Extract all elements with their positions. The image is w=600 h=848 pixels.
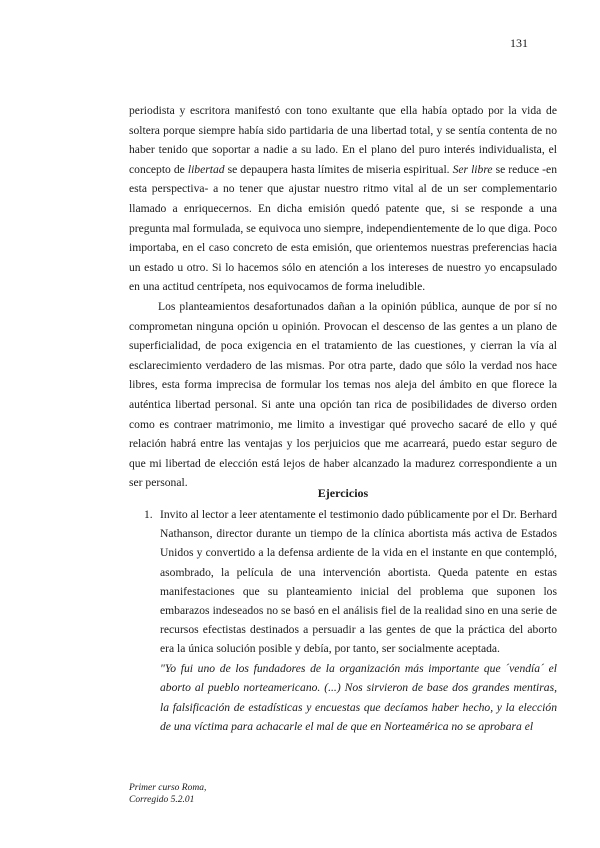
text-segment: Los planteamientos desafortunados dañan a la opinión pública, aunque de por sí no comprometan ninguna opción u opinión. Provocan el descenso de las gentes a un plano de superficialidad, de poca exigencia en el tratamiento de las cuestiones, y cierran la vía al esclarecimiento verdadero de las mismas. Por otra parte, dado que sólo la verdad nos hace libres, esta forma imprecisa de formular los temas nos aleja del ámbito en que florece la auténtica libertad personal. Si ante una opción tan rica de posibilidades de diverso orden como es contraer matrimonio, me limito a investigar qué provecho sacaré de ello y qué relación habrá entre las ventajas y los perjuicios que me acarreará, puedo estar seguro de que mi libertad de elección está lejos de haber alcanzado la madurez correspondiente a un ser personal. bbox=[129, 299, 557, 490]
page-number: 131 bbox=[510, 36, 528, 50]
text-segment-italic: Ser libre bbox=[452, 162, 493, 176]
exercise-number: 1. bbox=[144, 508, 153, 521]
paragraph-1 bbox=[129, 101, 557, 297]
exercise-quote: "Yo fui uno de los fundadores de la organización más importante que ´vendía´ el aborto al pueblo norteamericano. (...) Nos sirvieron de base dos grandes mentiras, la falsificación de estadísticas y encuestas que decíamos haber hecho, y la elección de una víctima para achacarle el mal de que en Norteamérica no se aprobara el bbox=[160, 661, 557, 734]
footer bbox=[129, 782, 206, 806]
section-heading: Ejercicios bbox=[317, 486, 369, 500]
text-segment: se reduce -en esta perspectiva- a no tener que ajustar nuestro ritmo vital al de un ser complementario llamado a enriquecernos. En dicha emisión quedó patente que, si se responde a una pregunta mal formulada, se equivoca uno siempre, independientemente de lo que diga. Poco importaba, en el caso concreto de esta emisión, que orientemos nuestras preferencias hacia un estado u otro. Si lo hacemos sólo en atención a los intereses de nuestro yo encapsulado en una actitud centrípeta, nos equivocamos de forma ineludible. bbox=[129, 162, 557, 294]
exercise-text: Invito al lector a leer atentamente el testimonio dado públicamente por el Dr. Berhard Nathanson, director durante un tiempo de la clínica abortista más activa de Estados Unidos y convertido a la defensa ardiente de la vida en el instante en que contempló, asombrado, la película de una intervención abortista. Queda patente en estas manifestaciones que su planteamiento inicial del problema que suponen los embarazos indeseados no se basó en el análisis fiel de la realidad sino en una serie de recursos efectistas destinados a persuadir a las gentes de que la práctica del aborto era la única solución posible y debía, por tanto, ser socialmente aceptada. bbox=[160, 508, 557, 656]
text-segment-italic: libertad bbox=[187, 162, 225, 176]
body-text bbox=[129, 101, 557, 493]
text-segment: periodista y escritora manifestó con tono exultante que ella había optado por la vida de soltera porque siempre había sido partidaria de una libertad total, y se sentía contenta de no haber tenido que soportar a nadie a su lado. En el plano del puro interés individualista, el concepto de bbox=[129, 104, 557, 176]
footer-line-1: Primer curso Roma, bbox=[129, 783, 207, 793]
text-segment: se depaupera hasta límites de miseria espiritual. bbox=[224, 162, 453, 176]
exercise-item bbox=[144, 505, 557, 737]
footer-line-2: Corregido 5.2.01 bbox=[129, 795, 195, 805]
paragraph-2 bbox=[129, 297, 557, 493]
